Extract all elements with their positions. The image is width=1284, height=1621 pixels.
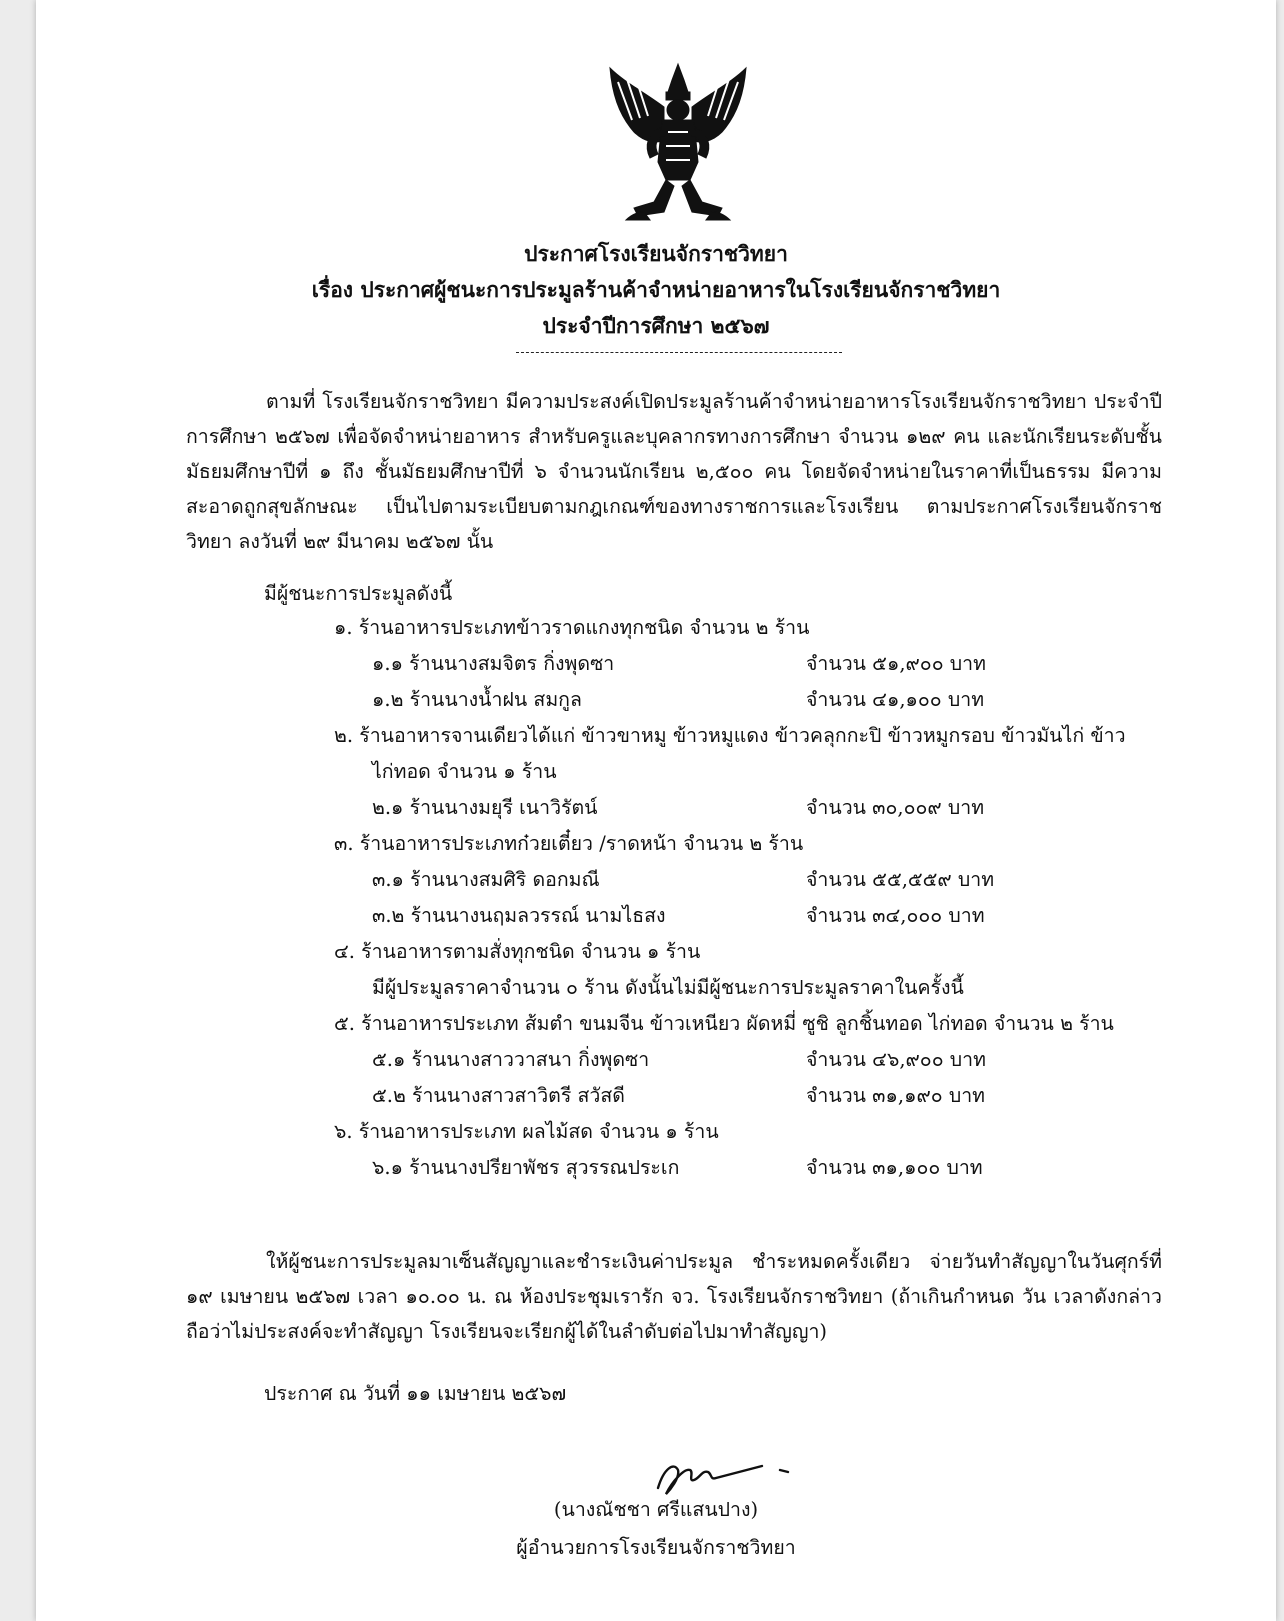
announcement-page	[36, 0, 1276, 1621]
shop-amount: จำนวน ๓๐,๐๐๙ บาท	[806, 796, 985, 819]
category-3: ๓. ร้านอาหารประเภทก๋วยเตี๋ยว /ราดหน้า จำนวน ๒ ร้าน	[334, 832, 804, 855]
intro-paragraph: ตามที่ โรงเรียนจักราชวิทยา มีความประสงค์เปิดประมูลร้านค้าจำหน่ายอาหารโรงเรียนจักราชวิทยา ประจำปีการศึกษา ๒๕๖๗ เพื่อจัดจำหน่ายอาหาร สำหรับครูและบุคลากรทางการศึกษา จำนวน ๑๒๙ คน และนักเรียนระดับชั้นมัธยมศึกษาปีที่ ๑ ถึง ชั้นมัธยมศึกษาปีที่ ๖ จำนวนนักเรียน ๒,๕๐๐ คน โดยจัดจำหน่ายในราคาที่เป็นธรรม มีความสะอาดถูกสุขลักษณะ เป็นไปตามระเบียบตามกฎเกณฑ์ของทางราชการและโรงเรียน ตามประกาศโรงเรียนจักราชวิทยา ลงวันที่ ๒๙ มีนาคม ๒๕๖๗ นั้น	[186, 390, 1162, 553]
announce-date: ประกาศ ณ วันที่ ๑๑ เมษายน ๒๕๖๗	[264, 1382, 567, 1405]
shop-name: ๒.๑ ร้านนางมยุรี เนาวิรัตน์	[372, 796, 598, 819]
shop-amount: จำนวน ๔๖,๙๐๐ บาท	[806, 1048, 986, 1071]
shop-name: ๑.๑ ร้านนางสมจิตร กิ่งพุดซา	[372, 652, 615, 675]
winners-heading: มีผู้ชนะการประมูลดังนี้	[264, 582, 453, 605]
garuda-emblem-icon	[604, 62, 752, 222]
shop-amount: จำนวน ๓๑,๑๐๐ บาท	[806, 1156, 983, 1179]
subject-line: เรื่อง ประกาศผู้ชนะการประมูลร้านค้าจำหน่ายอาหารในโรงเรียนจักราชวิทยา	[311, 277, 1001, 302]
shop-amount: จำนวน ๓๔,๐๐๐ บาท	[806, 904, 985, 927]
shop-amount: จำนวน ๓๑,๑๙๐ บาท	[806, 1084, 986, 1107]
shop-name: ๓.๒ ร้านนางนฤมลวรรณ์ นามไธสง	[372, 904, 666, 927]
category-6: ๖. ร้านอาหารประเภท ผลไม้สด จำนวน ๑ ร้าน	[334, 1120, 719, 1143]
signer-position: ผู้อำนวยการโรงเรียนจักราชวิทยา	[516, 1536, 796, 1559]
page-title: ประกาศโรงเรียนจักราชวิทยา	[524, 241, 788, 266]
category-2: ๒. ร้านอาหารจานเดียวได้แก่ ข้าวขาหมู ข้าวหมูแดง ข้าวคลุกกะปิ ข้าวหมูกรอบ ข้าวมันไก่ ข้าว	[334, 724, 1126, 747]
category-5: ๕. ร้านอาหารประเภท ส้มตำ ขนมจีน ข้าวเหนียว ผัดหมี่ ซูชิ ลูกชิ้นทอด ไก่ทอด จำนวน ๒ ร้าน	[334, 1012, 1114, 1035]
shop-name: ๕.๒ ร้านนางสาวสาวิตรี สวัสดี	[372, 1084, 625, 1107]
category-4-note: มีผู้ประมูลราคาจำนวน ๐ ร้าน ดังนั้นไม่มีผู้ชนะการประมูลราคาในครั้งนี้	[372, 976, 964, 999]
category-2-continued: ไก่ทอด จำนวน ๑ ร้าน	[372, 760, 557, 783]
category-1: ๑. ร้านอาหารประเภทข้าวราดแกงทุกชนิด จำนวน ๒ ร้าน	[334, 616, 810, 639]
closing-paragraph: ให้ผู้ชนะการประมูลมาเซ็นสัญญาและชำระเงินค่าประมูล ชำระหมดครั้งเดียว จ่ายวันทำสัญญาในวันศุกร์ที่ ๑๙ เมษายน ๒๕๖๗ เวลา ๑๐.๐๐ น. ณ ห้องประชุมเรารัก จว. โรงเรียนจักราชวิทยา (ถ้าเกินกำหนด วัน เวลาดังกล่าวถือว่าไม่ประสงค์จะทำสัญญา โรงเรียนจะเรียกผู้ได้ในลำดับต่อไปมาทำสัญญา)	[186, 1250, 1162, 1343]
shop-amount: จำนวน ๔๑,๑๐๐ บาท	[806, 688, 985, 711]
dashed-divider	[516, 352, 842, 353]
academic-year: ประจำปีการศึกษา ๒๕๖๗	[542, 313, 770, 338]
shop-name: ๕.๑ ร้านนางสาววาสนา กิ่งพุดซา	[372, 1048, 650, 1071]
shop-name: ๖.๑ ร้านนางปรียาพัชร สุวรรณประเก	[372, 1156, 680, 1179]
shop-amount: จำนวน ๕๑,๙๐๐ บาท	[806, 652, 986, 675]
shop-name: ๑.๒ ร้านนางน้ำฝน สมกูล	[372, 688, 582, 711]
shop-amount: จำนวน ๕๕,๕๕๙ บาท	[806, 868, 995, 891]
category-4: ๔. ร้านอาหารตามสั่งทุกชนิด จำนวน ๑ ร้าน	[334, 940, 701, 963]
shop-name: ๓.๑ ร้านนางสมศิริ ดอกมณี	[372, 868, 600, 891]
signer-name: (นางณัชชา ศรีแสนปาง)	[553, 1498, 759, 1521]
